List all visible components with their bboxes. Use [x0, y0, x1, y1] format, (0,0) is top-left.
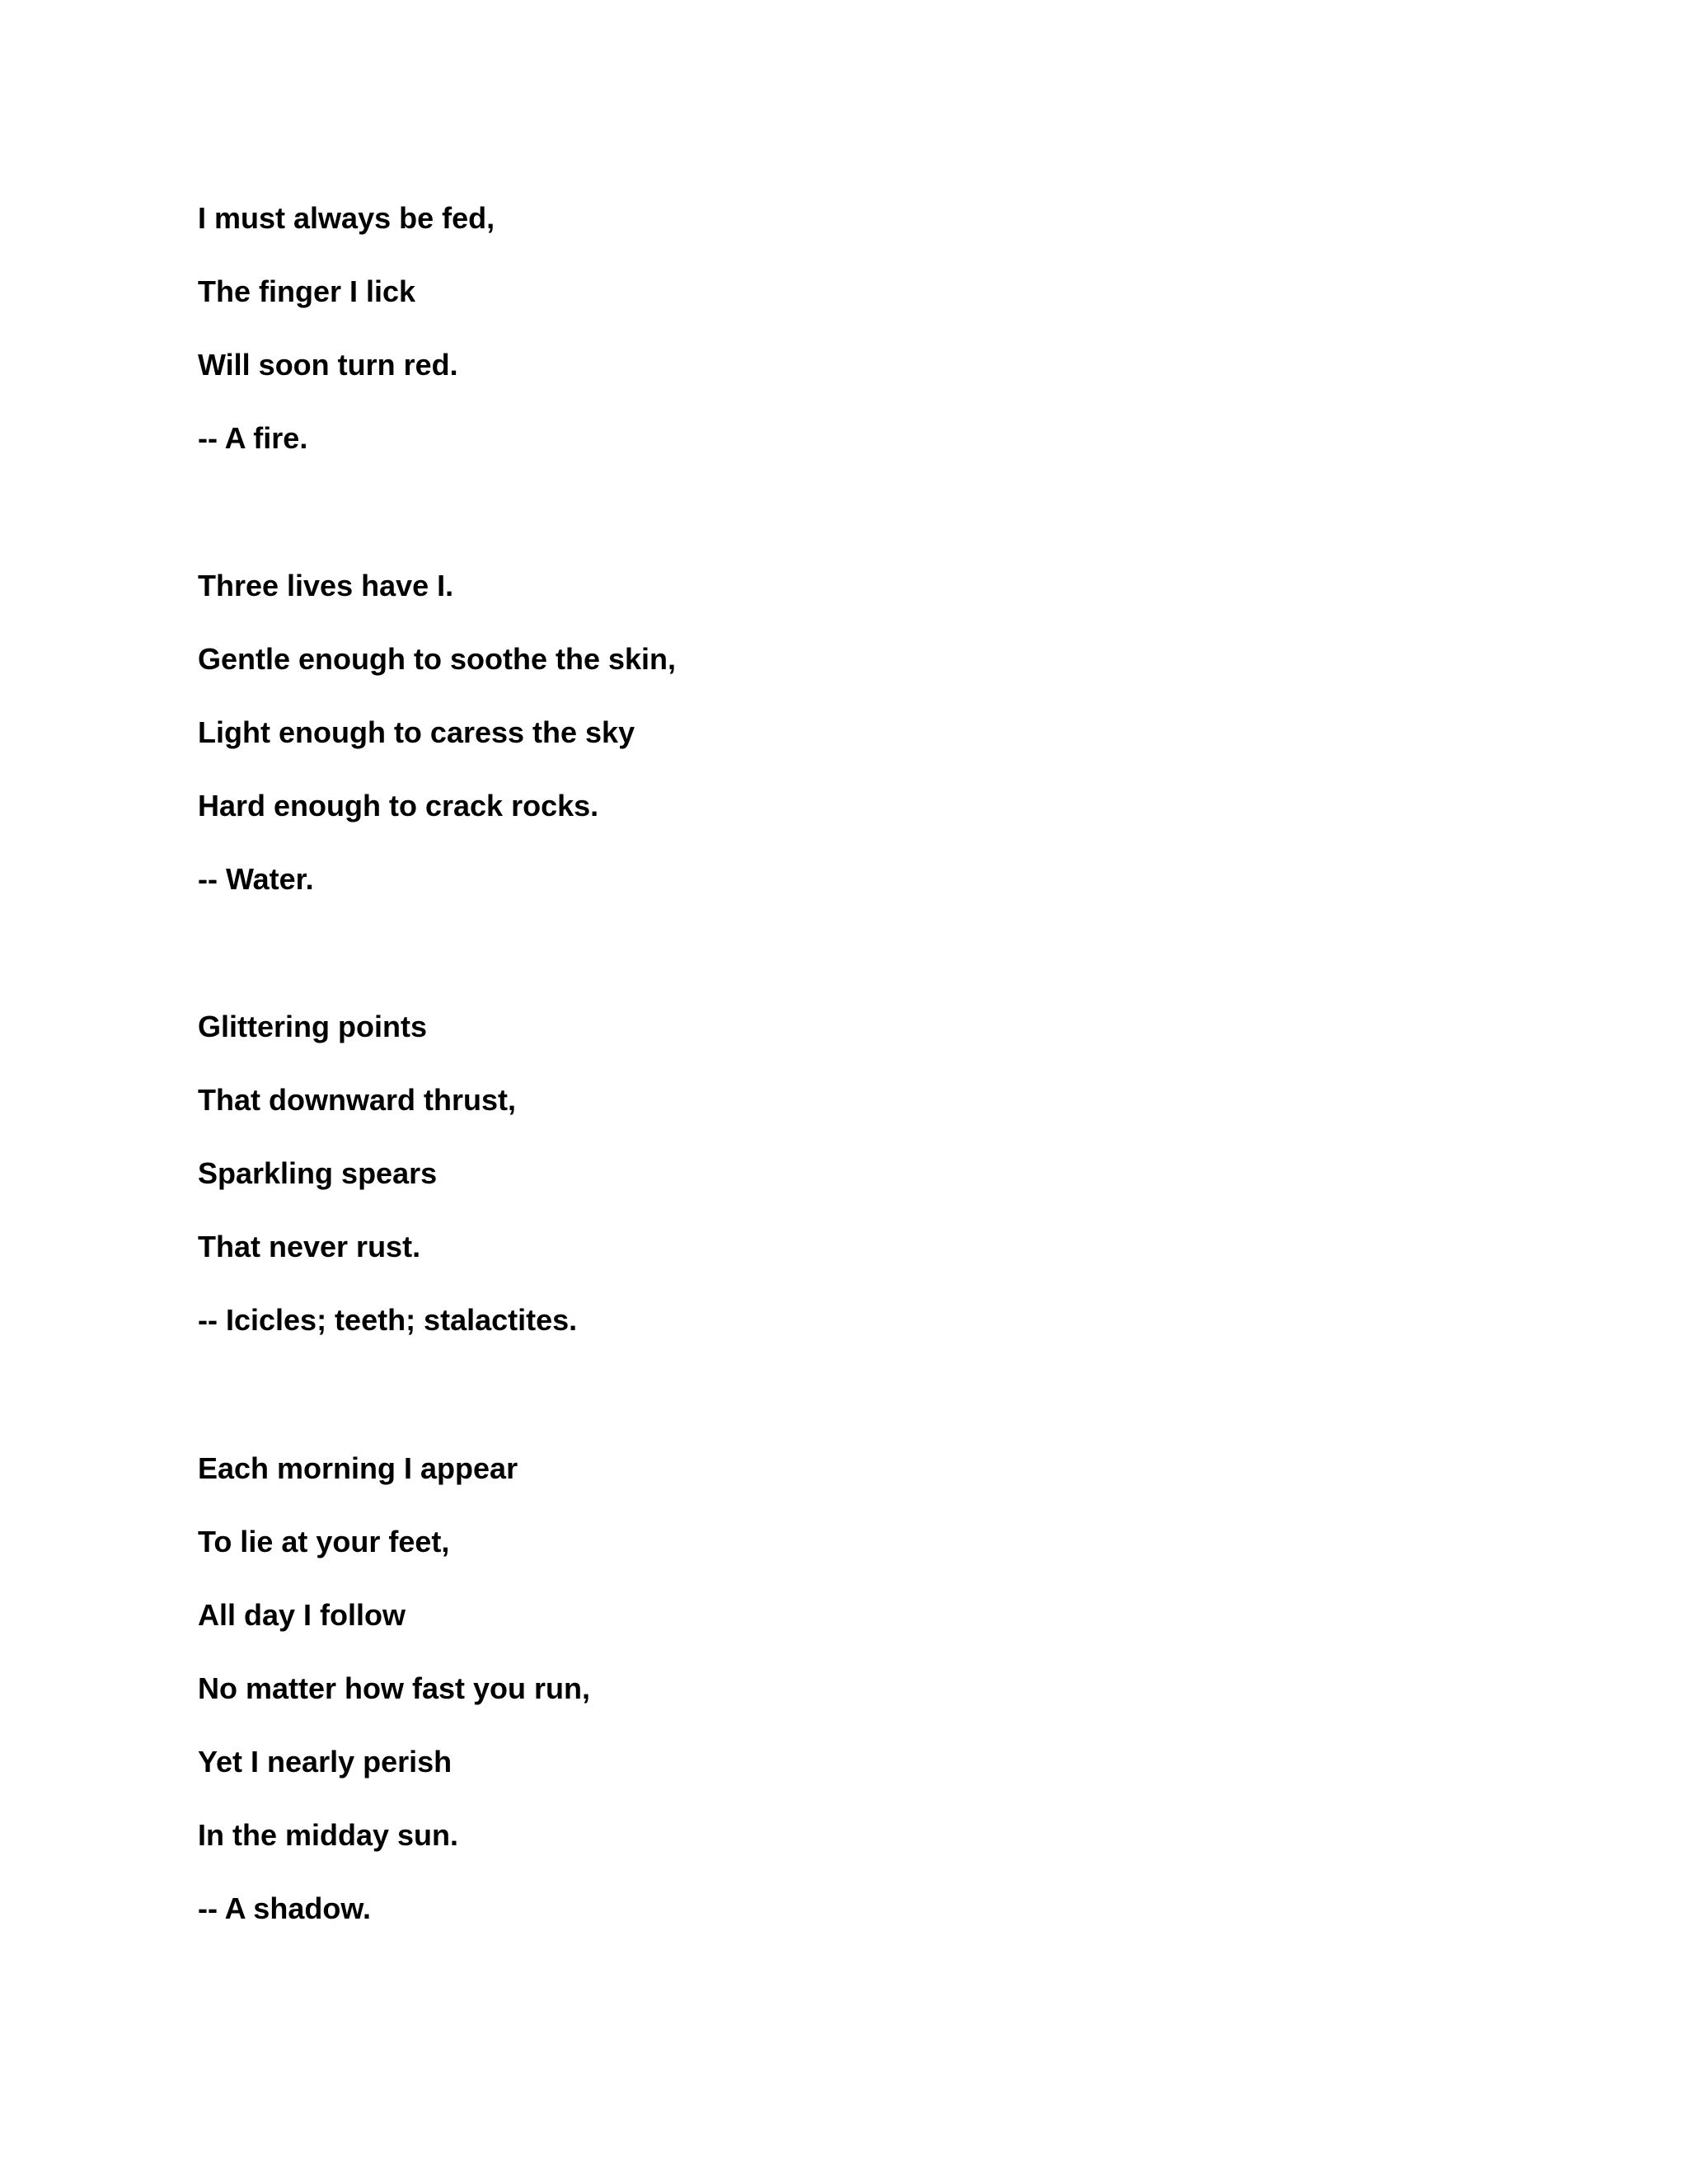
riddle-line: To lie at your feet,	[198, 1525, 450, 1558]
riddle-line: That never rust.	[198, 1230, 421, 1263]
riddle-answer: -- Icicles; teeth; stalactites.	[198, 1303, 578, 1337]
riddle-water	[198, 569, 1187, 897]
riddle-line: Each morning I appear	[198, 1451, 518, 1485]
riddle-shadow	[198, 1451, 1187, 1926]
riddle-line: No matter how fast you run,	[198, 1671, 591, 1705]
riddle-line: In the midday sun.	[198, 1818, 459, 1852]
riddle-line: All day I follow	[198, 1598, 406, 1632]
riddle-line: Will soon turn red.	[198, 348, 458, 382]
riddle-icicles	[198, 1010, 1187, 1338]
riddle-fire	[198, 201, 1187, 456]
riddle-line: The finger I lick	[198, 274, 416, 308]
riddle-answer: -- A fire.	[198, 421, 308, 455]
riddle-answer: -- Water.	[198, 862, 314, 896]
riddle-line: Gentle enough to soothe the skin,	[198, 642, 677, 676]
riddle-line: Yet I nearly perish	[198, 1745, 452, 1779]
riddle-line: Hard enough to crack rocks.	[198, 789, 599, 823]
riddle-answer: -- A shadow.	[198, 1891, 371, 1925]
riddle-line: Light enough to caress the sky	[198, 715, 635, 749]
riddle-line: I must always be fed,	[198, 201, 495, 235]
riddle-line: Glittering points	[198, 1010, 427, 1043]
riddle-line: Three lives have I.	[198, 569, 454, 602]
riddle-line: That downward thrust,	[198, 1083, 516, 1117]
riddle-line: Sparkling spears	[198, 1156, 438, 1190]
